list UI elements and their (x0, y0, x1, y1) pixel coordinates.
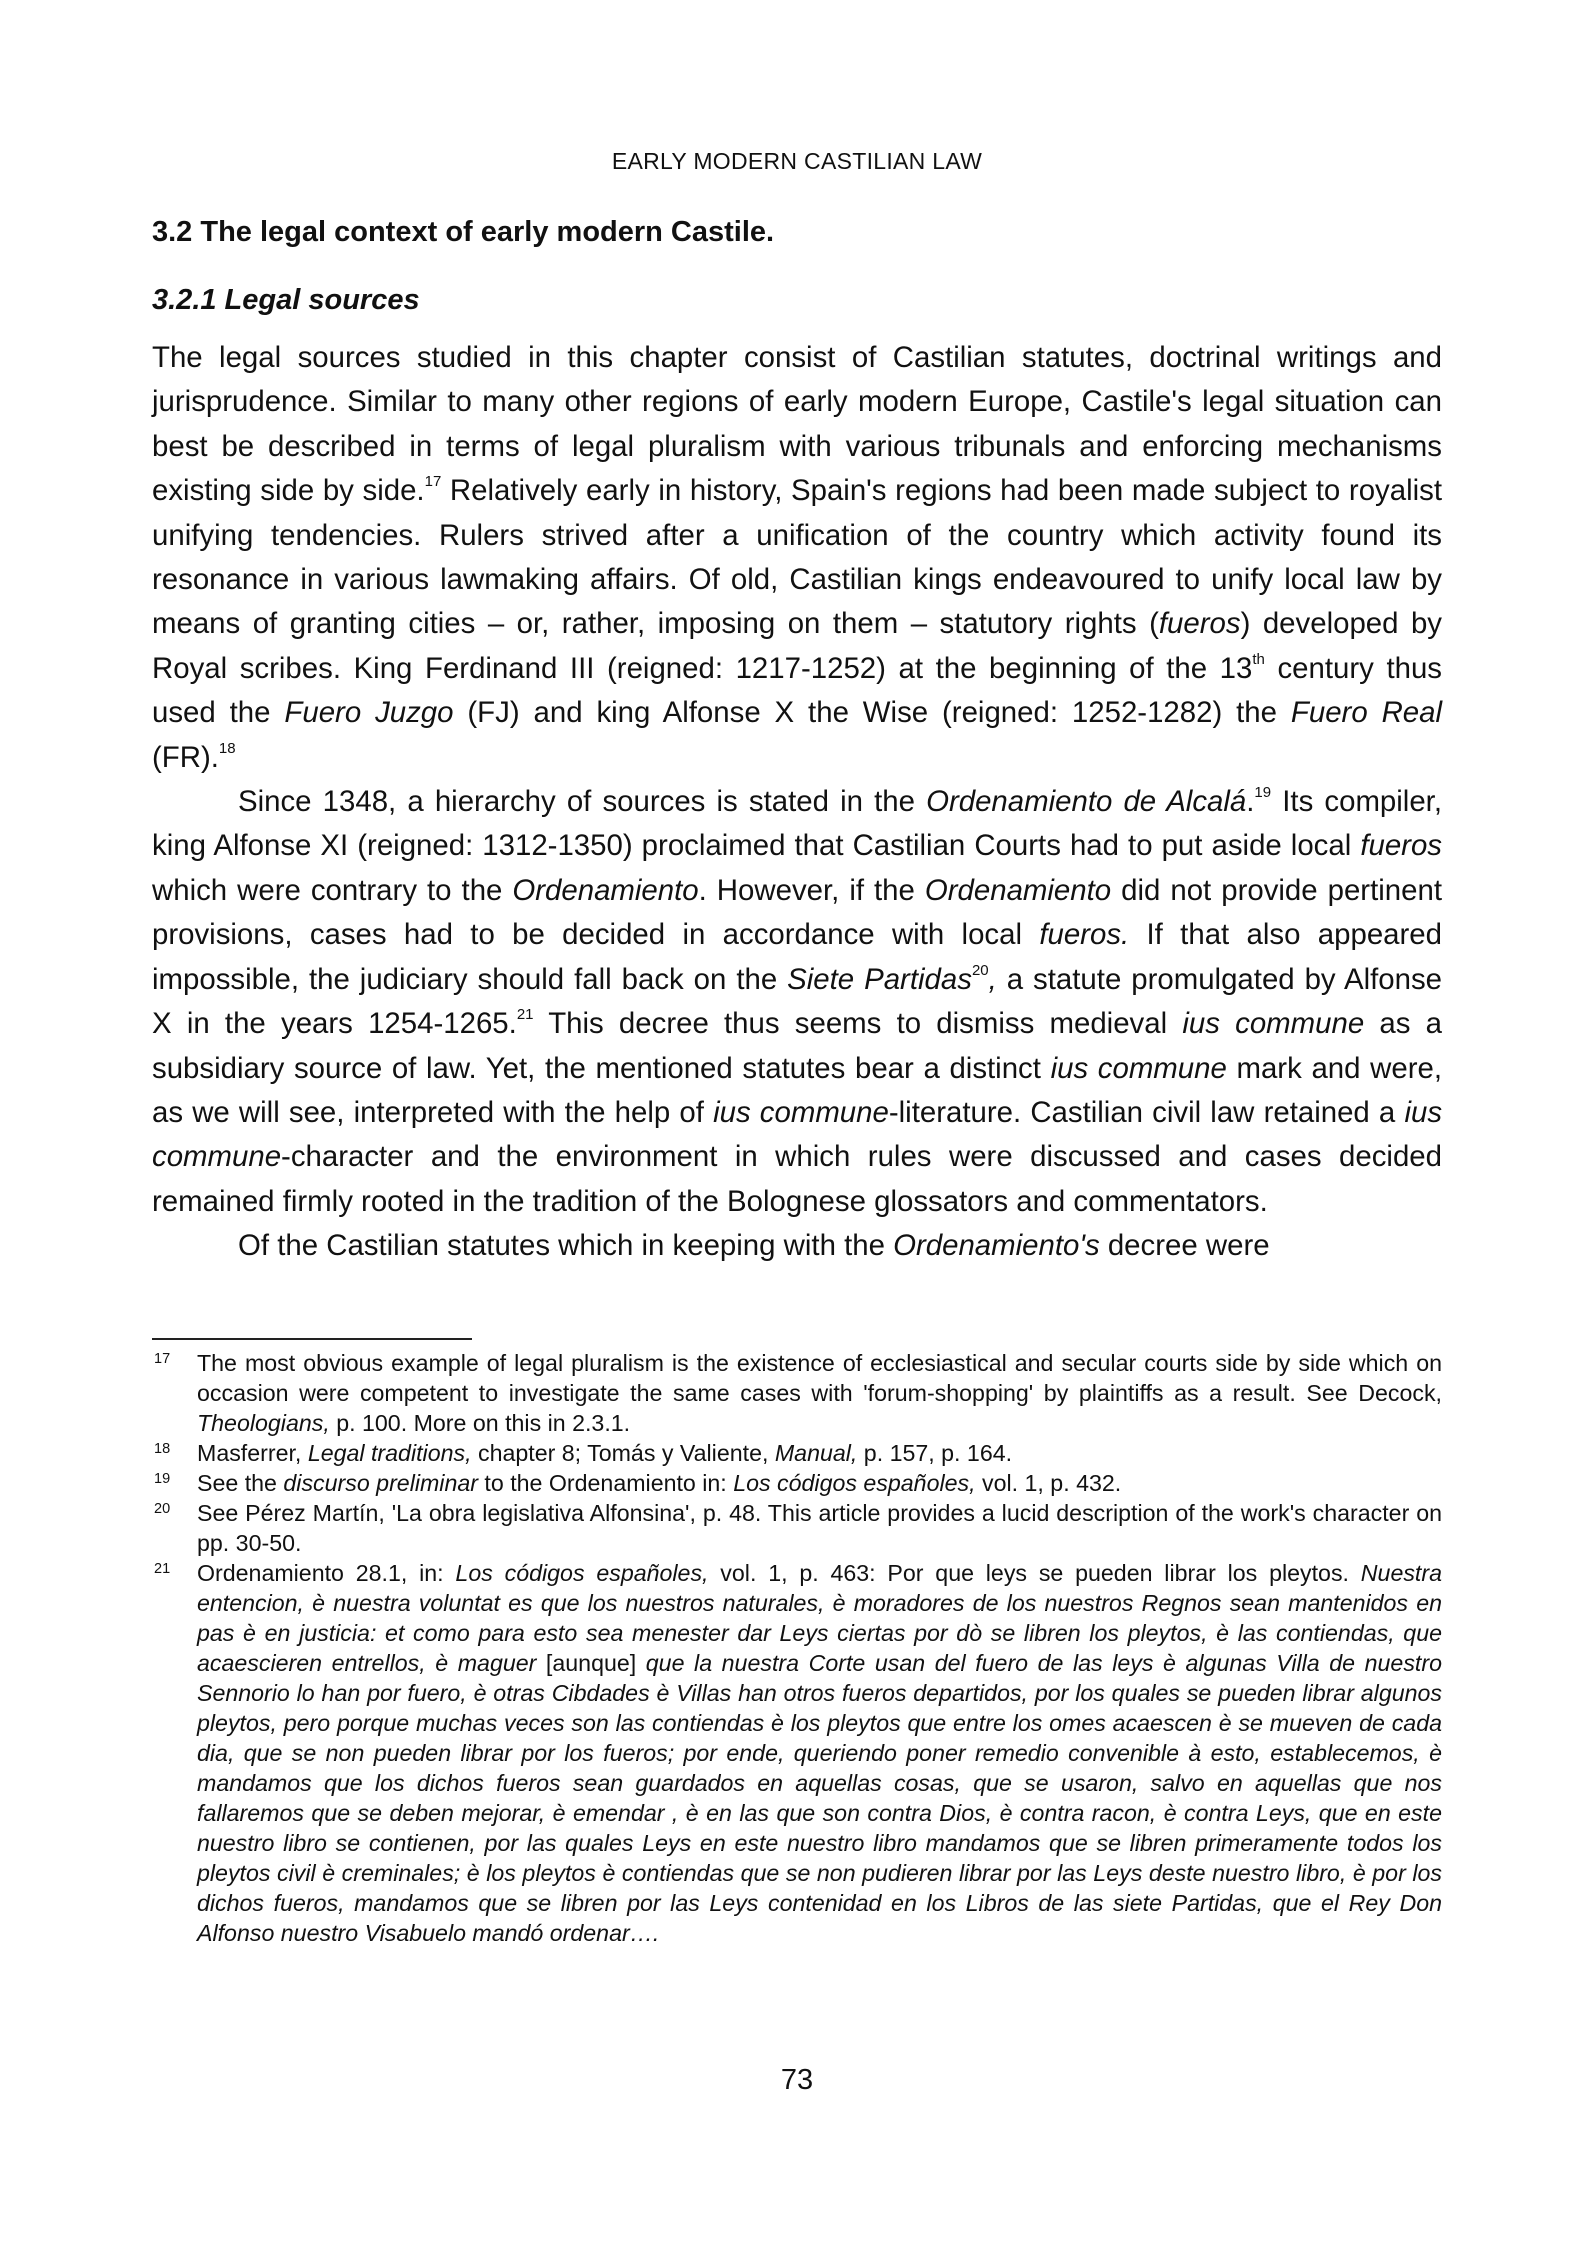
footnote-number: 20 (154, 1501, 171, 1517)
footnote-19 (152, 1468, 1442, 1498)
footnote-number: 19 (154, 1471, 171, 1487)
ordinal-suffix: th (1252, 651, 1265, 669)
text-run: See the (197, 1470, 284, 1496)
section-title: 3.2 The legal context of early modern Castile. (152, 216, 775, 248)
footnote-number: 21 (154, 1561, 171, 1577)
text-run: See Pérez Martín, 'La obra legislativa Alfonsina', p. 48. This article provides a lucid description of the work's character on pp. 30-50. (197, 1500, 1442, 1556)
main-content (152, 212, 1442, 1269)
quoted-law-text: Nuestra entencion, è nuestra voluntat es que los nuestros naturales, è moradores de los nuestros Regnos sean mantenidos en pas è en justicia: et como para esto sea menester dar Leys ciertas por dò se libren los pleytos, è las contiendas, que acaescieren entrellos, è maguer (197, 1560, 1442, 1676)
text-run: Relatively early in history, Spain's regions had been made subject to royalist unifying tendencies. Rulers strived after a unification of the country which activity found its resonance in various lawmaking affairs. Of old, Castilian kings endeavoured to unify local law by means of granting cities – or, rather, imposing on them – statutory rights ( (152, 474, 1442, 641)
footnote-ref-19[interactable]: 19 (1254, 784, 1272, 802)
footnote-number: 17 (154, 1351, 171, 1367)
text-run: If that also appeared impossible, the judiciary should fall back on the (152, 918, 1442, 996)
italic-term: Legal traditions, (307, 1440, 472, 1466)
italic-term: Fuero Juzgo (284, 696, 454, 730)
paragraph-2 (152, 780, 1442, 1224)
editorial-gloss: [aunque] (536, 1650, 646, 1676)
italic-term: ius commune (1050, 1051, 1227, 1085)
text-run: a statute promulgated by Alfonse X in the years 1254-1265. (152, 962, 1442, 1041)
text-run: Since 1348, a hierarchy of sources is stated in the (238, 785, 927, 819)
italic-term: Los códigos españoles, (455, 1560, 709, 1586)
text-run: . (1246, 785, 1255, 819)
footnote-ref-20[interactable]: 20 (971, 961, 989, 979)
text-run: ) developed by Royal scribes. King Ferdinand III (reigned: 1217-1252) at the beginning of the 13 (152, 607, 1442, 685)
text-run: mark and were, as we will see, interpreted with the help of (152, 1051, 1442, 1129)
italic-term: Ordenamiento's (893, 1229, 1100, 1263)
text-run: Masferrer, (197, 1440, 308, 1466)
paragraph-1 (152, 336, 1442, 780)
text-run: The most obvious example of legal pluralism is the existence of ecclesiastical and secular courts side by side which on occasion were competent to investigate the same cases with 'forum-shopping' by plaintiffs as a result. See Decock, (197, 1350, 1442, 1406)
paragraph-3 (152, 1224, 1442, 1268)
footnotes (152, 1348, 1442, 1948)
italic-term: fueros (1158, 607, 1241, 641)
footnote-separator (152, 1338, 472, 1340)
italic-term: ius commune (713, 1095, 889, 1129)
quoted-law-text: que la nuestra Corte usan del fuero de las leys è algunas Villa de nuestro Sennorio lo han por fuero, è otras Cibdades è Villas han otros fueros departidos, por los quales se pueden librar algunos pleytos, pero porque muchas veces son las contiendas è los pleytos que entre los omes acaescen è se mueven de cada dia, que se non pueden librar por los fueros; por ende, queriendo poner remedio convenible à esto, establecemos, è mandamos que los dichos fueros sean guardados en aquellas cosas, que se usaron, salvo en aquellas que nos fallaremos que se deben mejorar, è emendar , è en las que son contra Dios, è contra racon, è contra Leys, que en este nuestro libro se contienen, por las quales Leys en este nuestro libro mandamos que se libren primeramente todos los pleytos civil è creminales; è los pleytos è contiendas que se non pudieren librar por las Leys deste nuestro libro, è por los dichos fueros, mandamos que se libren por las Leys contenidad en los Libros de las siete Partidas, que el Rey Don Alfonso nuestro Visabuelo mandó ordenar…. (197, 1650, 1442, 1946)
italic-term: Siete Partidas (787, 962, 972, 996)
footnote-18 (152, 1438, 1442, 1468)
italic-term: discurso preliminar (283, 1470, 478, 1496)
text-run: (FJ) and king Alfonse X the Wise (reigned: 1252-1282) the (453, 696, 1291, 730)
footnote-21 (152, 1558, 1442, 1948)
text-run: chapter 8; Tomás y Valiente, (471, 1440, 775, 1466)
footnote-number: 18 (154, 1441, 171, 1457)
text-run: which were contrary to the (152, 873, 513, 907)
text-run: vol. 1, p. 463: Por que leys se pueden librar los pleytos. (708, 1560, 1361, 1586)
italic-term: ius commune (1182, 1007, 1365, 1041)
text-run: The legal sources studied in this chapter consist of Castilian statutes, doctrinal writings and jurisprudence. Similar to many other regions of early modern Europe, Castile's legal situation can best be described in terms of legal pluralism with various tribunals and enforcing mechanisms existing side by side. (152, 341, 1442, 508)
footnote-ref-18[interactable]: 18 (218, 739, 236, 757)
text-run: decree were (1099, 1229, 1270, 1263)
text-run: Ordenamiento 28.1, in: (197, 1560, 456, 1586)
text-run: , (988, 962, 997, 996)
italic-term: ius commune (152, 1095, 1443, 1174)
italic-term: fueros. (1039, 918, 1130, 952)
text-run: did not provide pertinent provisions, cases had to be decided in accordance with local (152, 873, 1442, 952)
italic-term: Manual, (774, 1440, 858, 1466)
text-run: to the Ordenamiento in: (477, 1470, 734, 1496)
subsection-title: 3.2.1 Legal sources (152, 284, 420, 316)
footnote-17 (152, 1348, 1442, 1438)
italic-term: Ordenamiento de Alcalá (926, 785, 1247, 819)
footnote-ref-17[interactable]: 17 (424, 473, 442, 491)
text-run: p. 157, p. 164. (857, 1440, 1013, 1466)
text-run: p. 100. More on this in 2.3.1. (329, 1410, 631, 1436)
text-run: This decree thus seems to dismiss medieval (533, 1007, 1183, 1041)
text-run: -character and the environment in which rules were discussed and cases decided remained firmly rooted in the tradition of the Bolognese glossators and commentators. (152, 1140, 1442, 1218)
footnote-ref-21[interactable]: 21 (516, 1006, 534, 1024)
italic-term: Ordenamiento (924, 873, 1112, 907)
italic-term: Los códigos españoles, (733, 1470, 976, 1496)
page-number: 73 (780, 2064, 814, 2096)
text-run: century thus used the (152, 651, 1442, 730)
text-run: . However, if the (698, 873, 925, 907)
text-run: Of the Castilian statutes which in keeping with the (238, 1229, 894, 1263)
italic-term: Theologians, (197, 1410, 330, 1436)
italic-term: Ordenamiento (512, 873, 699, 907)
text-run: vol. 1, p. 432. (975, 1470, 1122, 1496)
text-run: Its compiler, king Alfonse XI (reigned: 1312-1350) proclaimed that Castilian Courts had to put aside local (152, 785, 1443, 863)
running-head: EARLY MODERN CASTILIAN LAW (611, 148, 983, 174)
text-run: (FR). (152, 740, 219, 774)
footnote-20 (152, 1498, 1442, 1558)
italic-term: fueros (1360, 829, 1442, 863)
italic-term: Fuero Real (1290, 696, 1443, 730)
text-run: -literature. Castilian civil law retained a (888, 1095, 1405, 1129)
text-run: as a subsidiary source of law. Yet, the mentioned statutes bear a distinct (152, 1007, 1443, 1085)
